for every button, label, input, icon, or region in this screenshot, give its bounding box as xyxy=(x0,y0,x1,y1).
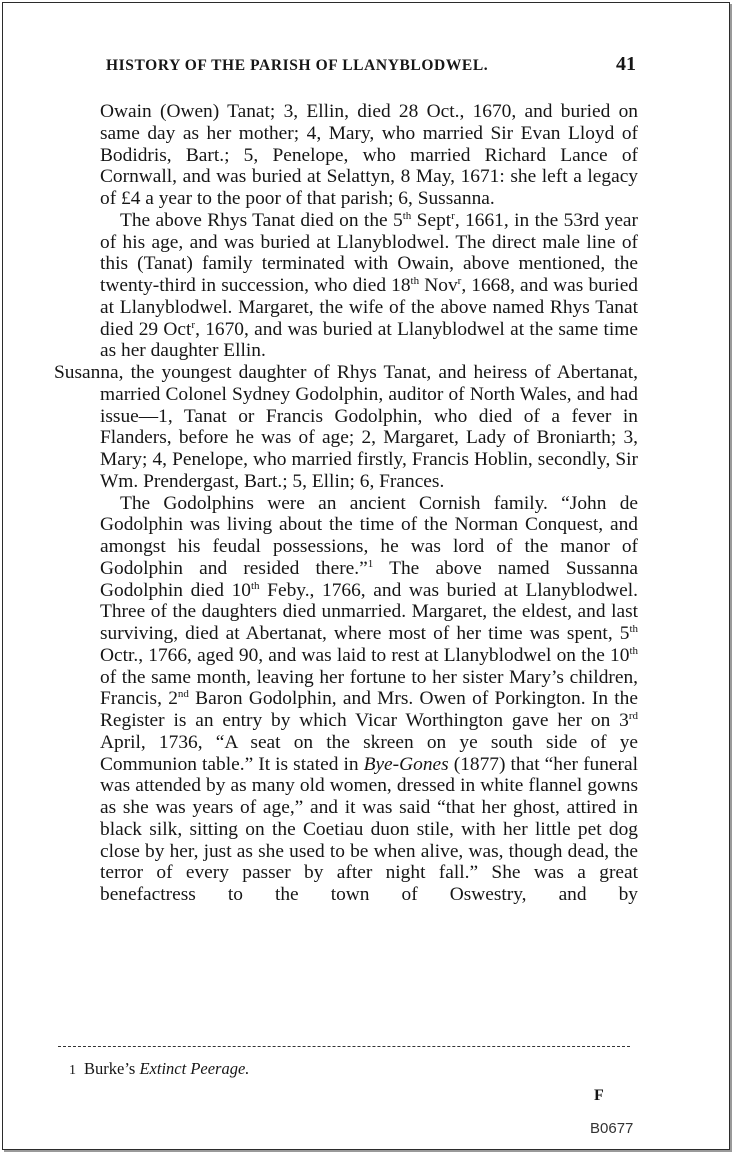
footnote-divider xyxy=(58,1046,630,1047)
text-run: The above Rhys Tanat died on the 5 xyxy=(120,209,403,231)
text-run: The Godolphins were an ancient Cornish family. “John de Godolphin was living about the time of the Norman Conquest, and amongst his feudal possessions, he was lord of the manor of Godolphin and resided there.” xyxy=(100,492,638,579)
footnote-mark: 1 xyxy=(69,1063,76,1078)
page-header xyxy=(106,53,636,76)
superscript: nd xyxy=(177,688,189,701)
paragraph-1: Owain (Owen) Tanat; 3, Ellin, died 28 Oct., 1670, and buried on same day as her mother; 4, Mary, who married Sir Evan Lloyd of Bodidris, Bart.; 5, Penelope, who married Richard Lance of Cornwall, and was buried at Selattyn, 8 May, 1671: she left a legacy of £4 a year to the poor of that parish; 6, Sussanna. xyxy=(100,101,638,209)
text-run: The above named Sussanna Godolphin died 10 xyxy=(100,557,638,601)
footnote-title: Extinct Peerage. xyxy=(139,1059,250,1078)
superscript: th xyxy=(629,623,638,635)
superscript: th xyxy=(402,209,412,222)
paragraph-4 xyxy=(54,493,638,906)
superscript: r xyxy=(451,209,455,222)
text-run: April, 1736, “A seat on the skreen on ye south side of ye Communion table.” It is stated in xyxy=(100,731,638,775)
superscript: th xyxy=(410,275,420,287)
text-run: , 1668, and was buried at Llanyblodwel. Margaret, the wife of the above named Rhys Tanat died 29 Oct xyxy=(100,275,639,340)
footnote-reference: 1 xyxy=(367,557,374,570)
text-run: Baron Godolphin, and Mrs. Owen of Porkington. In the Register is an entry by which Vicar Worthington gave her on 3 xyxy=(100,688,638,731)
text-run: , 1661, in the 53rd year of his age, and was buried at Llanyblodwel. The direct male line of this (Tanat) family terminated with Owain, above mentioned, the twenty-third in succession, who died 18 xyxy=(100,209,638,296)
book-page xyxy=(2,2,730,1150)
running-title: HISTORY OF THE PARISH OF LLANYBLODWEL. xyxy=(106,57,489,74)
superscript: th xyxy=(629,644,638,657)
text-run: Feby., 1766, and was buried at Llanyblodwel. Three of the daughters died unmarried. Margaret, the eldest, and last surviving, died at Abertanat, where most of her time was spent, 5 xyxy=(100,579,639,644)
text-run: , 1670, and was buried at Llanyblodwel at the same time as her daughter Ellin. xyxy=(100,318,638,362)
superscript: rd xyxy=(628,710,638,722)
text-run: (1877) that “her funeral was attended by as many old women, dressed in white flannel gowns as she was years of age,” and it was said “that her ghost, attired in black silk, sitting on the Coetiau duon stile, with her little pet dog close by her, just as she used to be when alive, was, though dead, the terror of every passer by after night fall.” She was a great benefactress to the town of Oswestry, and by xyxy=(100,753,638,905)
paragraph-3: Susanna, the youngest daughter of Rhys Tanat, and heiress of Abertanat, married Colonel Sydney Godolphin, auditor of North Wales, and had issue—1, Tanat or Francis Godolphin, who died of a fever in Flanders, before he was of age; 2, Margaret, Lady of Broniarth; 3, Mary; 4, Penelope, who married firstly, Francis Hoblin, secondly, Sir Wm. Prendergast, Bart.; 5, Ellin; 6, Frances. xyxy=(54,362,638,492)
italic-title: Bye-Gones xyxy=(363,753,449,775)
footnote-author: Burke’s xyxy=(84,1059,136,1078)
footnote xyxy=(69,1059,249,1079)
page-number: 41 xyxy=(616,53,636,75)
superscript: r xyxy=(457,275,462,287)
paragraph-2 xyxy=(54,210,638,362)
signature-mark: F xyxy=(594,1087,604,1104)
text-run: Sept xyxy=(411,209,452,231)
text-run: Nov xyxy=(419,275,458,296)
body-text xyxy=(54,101,638,906)
archive-id: B0677 xyxy=(590,1120,634,1137)
superscript: r xyxy=(191,318,196,331)
text-run: of the same month, leaving her fortune to her sister Mary’s children, Francis, 2 xyxy=(100,666,638,710)
text-run: Octr., 1766, aged 90, and was laid to rest at Llanyblodwel on the 10 xyxy=(100,644,630,666)
superscript: th xyxy=(250,579,260,592)
